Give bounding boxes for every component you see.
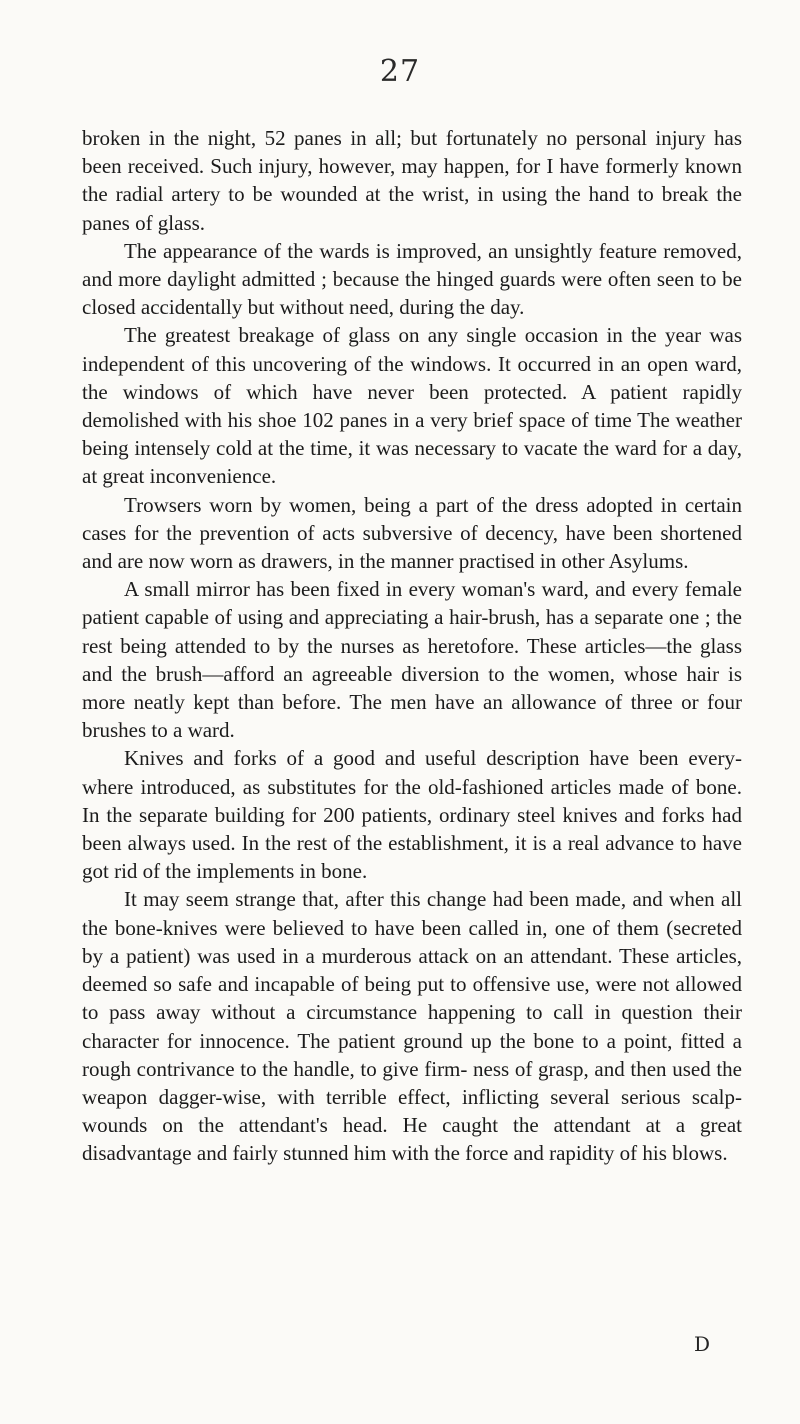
page-number: 27 [379,54,421,89]
paragraph-7: It may seem strange that, after this change had been made, and when all the bone-knives were believed to have been called in, one of them (secreted by a patient) was used in a murderous attack on an attendant. These articles, deemed so safe and incapable of being put to offensive use, were not allowed to pass away without a circumstance happening to call in question their character for innocence. The patient ground up the bone to a point, fitted a rough contrivance to the handle, to give firm- ness of grasp, and then used the weapon dagger-wise, with terrible effect, inflicting several serious scalp-wounds on the attendant's head. He caught the attendant at a great disadvantage and fairly stunned him with the force and rapidity of his blows. [82,887,742,1166]
body-text [82,124,742,1168]
paragraph-1: broken in the night, 52 panes in all; but fortunately no personal injury has been received. Such injury, however, may happen, for I have formerly known the radial artery to be wounded at the wrist, in using the hand to break the panes of glass. [82,126,742,235]
paragraph-3: The greatest breakage of glass on any single occasion in the year was independent of this uncovering of the windows. It occurred in an open ward, the windows of which have never been protected. A patient rapidly demolished with his shoe 102 panes in a very brief space of time The weather being intensely cold at the time, it was necessary to vacate the ward for a day, at great inconvenience. [82,323,742,489]
paragraph-5: A small mirror has been fixed in every woman's ward, and every female patient capable of using and appreciating a hair-brush, has a separate one ; the rest being attended to by the nurses as heretofore. These articles—the glass and the brush—afford an agreeable diversion to the women, whose hair is more neatly kept than before. The men have an allowance of three or four brushes to a ward. [82,577,742,743]
paragraph-2: The appearance of the wards is improved, an unsightly feature removed, and more daylight admitted ; because the hinged guards were often seen to be closed accidentally but without need, during the day. [82,238,742,320]
paragraph-6: Knives and forks of a good and useful description have been every- where introduced, as substitutes for the old-fashioned articles made of bone. In the separate building for 200 patients, ordinary steel knives and forks had been always used. In the rest of the establishment, it is a real advance to have got rid of the implements in bone. [82,746,742,884]
signature-mark: D [694,1332,711,1356]
paragraph-4: Trowsers worn by women, being a part of the dress adopted in certain cases for the prevention of acts subversive of decency, have been shortened and are now worn as drawers, in the manner practised in other Asylums. [82,492,742,574]
